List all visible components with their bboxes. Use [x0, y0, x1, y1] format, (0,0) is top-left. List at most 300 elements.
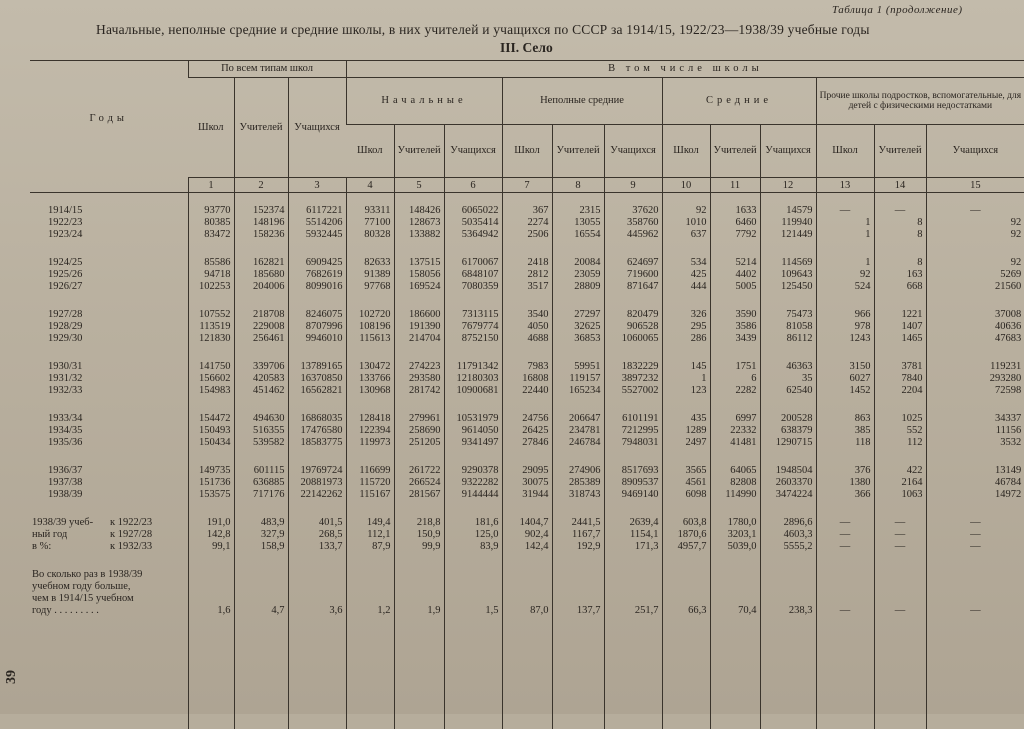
spacer-cell	[926, 293, 1024, 309]
spacer-cell	[188, 649, 234, 665]
row-value: 14972	[926, 489, 1024, 501]
spacer-cell	[234, 397, 288, 413]
spacer-cell	[662, 697, 710, 713]
row-value: —	[816, 605, 874, 617]
row-value: 22142262	[288, 489, 346, 501]
spacer-cell	[234, 649, 288, 665]
row-value: 2164	[874, 477, 926, 489]
times-row	[30, 605, 1024, 617]
spacer-cell	[346, 501, 394, 517]
spacer-cell	[552, 193, 604, 206]
spacer-cell	[346, 449, 394, 465]
row-value: 7679774	[444, 321, 502, 333]
row-value: 70,4	[710, 605, 760, 617]
percent-row	[30, 541, 1024, 553]
row-value: 638379	[760, 425, 816, 437]
row-value: 1407	[874, 321, 926, 333]
row-value: 1	[816, 217, 874, 229]
row-value: 2603370	[760, 477, 816, 489]
colnum: 12	[760, 178, 816, 193]
row-value: 154472	[188, 413, 234, 425]
row-value: 2441,5	[552, 517, 604, 529]
spacer-cell	[604, 193, 662, 206]
spacer-cell	[926, 697, 1024, 713]
spacer-cell	[760, 633, 816, 649]
spacer-cell	[552, 345, 604, 361]
table-row	[30, 217, 1024, 229]
spacer-cell	[30, 681, 188, 697]
spacer-cell	[288, 449, 346, 465]
percent-row-label	[30, 541, 188, 553]
spacer-cell	[188, 633, 234, 649]
spacer-cell	[760, 713, 816, 729]
colnum: 9	[604, 178, 662, 193]
row-value: 1060065	[604, 333, 662, 345]
spacer-cell	[874, 617, 926, 633]
colnum: 3	[288, 178, 346, 193]
row-value: 6117221	[288, 205, 346, 217]
spacer-cell	[710, 617, 760, 633]
spacer-cell	[346, 681, 394, 697]
row-value: 112	[874, 437, 926, 449]
row-year: 1922/23	[30, 217, 188, 229]
row-value: —	[816, 205, 874, 217]
spacer-cell	[234, 697, 288, 713]
row-value: 83472	[188, 229, 234, 241]
row-value: 4,7	[234, 605, 288, 617]
spacer-cell	[874, 633, 926, 649]
spacer-cell	[874, 397, 926, 413]
row-value: 516355	[234, 425, 288, 437]
spacer-cell	[444, 681, 502, 697]
row-value: 1404,7	[502, 517, 552, 529]
header-teachers-primary: Учителей	[394, 125, 444, 178]
row-value: 153575	[188, 489, 234, 501]
spacer-cell	[444, 449, 502, 465]
spacer-cell	[502, 697, 552, 713]
row-value: 494630	[234, 413, 288, 425]
empty-cell	[926, 569, 1024, 581]
spacer-cell	[288, 501, 346, 517]
header-all-types: По всем типам школ	[188, 61, 346, 78]
spacer-cell	[760, 617, 816, 633]
spacer-cell	[710, 697, 760, 713]
spacer-cell	[552, 553, 604, 569]
row-year: 1938/39	[30, 489, 188, 501]
spacer-cell	[346, 193, 394, 206]
spacer-cell	[444, 293, 502, 309]
row-value: 87,0	[502, 605, 552, 617]
row-value: 1870,6	[662, 529, 710, 541]
row-value: 149,4	[346, 517, 394, 529]
row-value: 85586	[188, 257, 234, 269]
header-pupils-incomplete: Учащихся	[604, 125, 662, 178]
row-value: 1290715	[760, 437, 816, 449]
row-value: 483,9	[234, 517, 288, 529]
row-value: 156602	[188, 373, 234, 385]
row-value: 281742	[394, 385, 444, 397]
empty-cell	[394, 593, 444, 605]
row-value: —	[874, 605, 926, 617]
row-value: 9946010	[288, 333, 346, 345]
spacer-cell	[30, 553, 188, 569]
row-value: 133882	[394, 229, 444, 241]
row-value: —	[926, 529, 1024, 541]
spacer-cell	[926, 617, 1024, 633]
spacer-cell	[816, 345, 874, 361]
row-value: 5364942	[444, 229, 502, 241]
spacer-cell	[502, 617, 552, 633]
row-value: —	[816, 541, 874, 553]
row-value: 6065022	[444, 205, 502, 217]
spacer-cell	[288, 681, 346, 697]
row-value: 9341497	[444, 437, 502, 449]
row-value: 17476580	[288, 425, 346, 437]
table-row	[30, 489, 1024, 501]
row-value: 40636	[926, 321, 1024, 333]
row-value: 1832229	[604, 361, 662, 373]
empty-cell	[662, 569, 710, 581]
spacer-cell	[346, 649, 394, 665]
row-value: 151736	[188, 477, 234, 489]
spacer-row	[30, 449, 1024, 465]
spacer-cell	[394, 449, 444, 465]
spacer-cell	[874, 681, 926, 697]
spacer-cell	[346, 617, 394, 633]
empty-cell	[188, 593, 234, 605]
empty-cell	[394, 569, 444, 581]
spacer-cell	[234, 449, 288, 465]
spacer-cell	[760, 501, 816, 517]
row-value: 6027	[816, 373, 874, 385]
row-value: 75473	[760, 309, 816, 321]
row-value: 80328	[346, 229, 394, 241]
spacer-cell	[874, 449, 926, 465]
spacer-cell	[346, 553, 394, 569]
row-value: 339706	[234, 361, 288, 373]
empty-cell	[760, 569, 816, 581]
row-value: 261722	[394, 465, 444, 477]
empty-cell	[188, 581, 234, 593]
spacer-cell	[662, 617, 710, 633]
row-value: 12180303	[444, 373, 502, 385]
row-value: 4050	[502, 321, 552, 333]
colnum: 6	[444, 178, 502, 193]
empty-cell	[604, 593, 662, 605]
row-value: 185680	[234, 269, 288, 281]
empty-cell	[874, 593, 926, 605]
spacer-cell	[926, 241, 1024, 257]
spacer-cell	[926, 397, 1024, 413]
row-value: 37620	[604, 205, 662, 217]
spacer-cell	[604, 397, 662, 413]
row-value: —	[926, 205, 1024, 217]
spacer-cell	[710, 649, 760, 665]
spacer-row	[30, 345, 1024, 361]
row-value: 534	[662, 257, 710, 269]
spacer-cell	[552, 449, 604, 465]
row-value: 92	[926, 257, 1024, 269]
table-row	[30, 465, 1024, 477]
empty-cell	[760, 593, 816, 605]
header-pupils-all: Учащихся	[288, 78, 346, 178]
row-value: 35	[760, 373, 816, 385]
empty-cell	[288, 593, 346, 605]
row-value: 86112	[760, 333, 816, 345]
spacer-cell	[926, 633, 1024, 649]
spacer-cell	[444, 617, 502, 633]
spacer-cell	[502, 501, 552, 517]
spacer-cell	[604, 713, 662, 729]
spacer-cell	[604, 449, 662, 465]
row-value: 636885	[234, 477, 288, 489]
row-value: 6909425	[288, 257, 346, 269]
spacer-cell	[394, 697, 444, 713]
header-teachers-incomplete: Учителей	[552, 125, 604, 178]
row-value: 7792	[710, 229, 760, 241]
row-value: 1380	[816, 477, 874, 489]
row-year: 1926/27	[30, 281, 188, 293]
empty-cell	[926, 593, 1024, 605]
empty-cell	[710, 569, 760, 581]
empty-cell	[502, 593, 552, 605]
row-value: 1154,1	[604, 529, 662, 541]
row-value: 7313115	[444, 309, 502, 321]
spacer-cell	[874, 501, 926, 517]
row-value: 4603,3	[760, 529, 816, 541]
row-value: 367	[502, 205, 552, 217]
row-value: 603,8	[662, 517, 710, 529]
spacer-cell	[394, 681, 444, 697]
spacer-cell	[188, 617, 234, 633]
row-year: 1935/36	[30, 437, 188, 449]
row-value: 1,5	[444, 605, 502, 617]
header-other: Прочие школы подростков, вспомогательные, для детей с физическими недостатками	[816, 78, 1024, 125]
spacer-cell	[346, 345, 394, 361]
spacer-cell	[710, 665, 760, 681]
row-value: 64065	[710, 465, 760, 477]
row-value: 229008	[234, 321, 288, 333]
spacer-cell	[346, 697, 394, 713]
row-value: 3540	[502, 309, 552, 321]
row-year: 1930/31	[30, 361, 188, 373]
row-value: 16370850	[288, 373, 346, 385]
row-value: 7080359	[444, 281, 502, 293]
spacer-cell	[30, 293, 188, 309]
row-value: 92	[926, 229, 1024, 241]
empty-cell	[552, 581, 604, 593]
row-value: 87,9	[346, 541, 394, 553]
spacer-cell	[816, 713, 874, 729]
times-row	[30, 593, 1024, 605]
row-value: 142,4	[502, 541, 552, 553]
spacer-cell	[604, 649, 662, 665]
row-value: —	[874, 541, 926, 553]
spacer-cell	[874, 193, 926, 206]
row-value: 246784	[552, 437, 604, 449]
row-year: 1928/29	[30, 321, 188, 333]
row-value: 102253	[188, 281, 234, 293]
row-value: 5035414	[444, 217, 502, 229]
row-value: 13055	[552, 217, 604, 229]
spacer-cell	[444, 553, 502, 569]
spacer-cell	[394, 345, 444, 361]
spacer-cell	[552, 293, 604, 309]
spacer-cell	[234, 633, 288, 649]
spacer-cell	[816, 293, 874, 309]
spacer-cell	[30, 617, 188, 633]
row-value: 20881973	[288, 477, 346, 489]
row-value: 7682619	[288, 269, 346, 281]
row-value: 27846	[502, 437, 552, 449]
spacer-cell	[710, 633, 760, 649]
row-value: 1751	[710, 361, 760, 373]
spacer-cell	[288, 293, 346, 309]
row-year: 1924/25	[30, 257, 188, 269]
header-schools-secondary: Школ	[662, 125, 710, 178]
row-value: 116699	[346, 465, 394, 477]
spacer-row	[30, 633, 1024, 649]
row-value: —	[926, 605, 1024, 617]
row-value: 5514206	[288, 217, 346, 229]
spacer-cell	[662, 681, 710, 697]
spacer-cell	[188, 501, 234, 517]
empty-cell	[662, 581, 710, 593]
spacer-cell	[662, 293, 710, 309]
row-value: 24756	[502, 413, 552, 425]
times-row-label: Во сколько раз в 1938/39	[30, 569, 188, 581]
row-value: 46363	[760, 361, 816, 373]
row-value: 59951	[552, 361, 604, 373]
row-value: 1289	[662, 425, 710, 437]
row-value: 97768	[346, 281, 394, 293]
row-value: 92	[926, 217, 1024, 229]
colnum: 2	[234, 178, 288, 193]
spacer-row	[30, 193, 1024, 206]
spacer-cell	[394, 293, 444, 309]
spacer-cell	[552, 397, 604, 413]
row-value: 420583	[234, 373, 288, 385]
spacer-cell	[552, 241, 604, 257]
spacer-cell	[874, 649, 926, 665]
row-value: 162821	[234, 257, 288, 269]
percent-row-label	[30, 517, 188, 529]
row-value: 31944	[502, 489, 552, 501]
empty-cell	[234, 593, 288, 605]
row-value: 624697	[604, 257, 662, 269]
spacer-cell	[926, 665, 1024, 681]
row-value: 28809	[552, 281, 604, 293]
table-row	[30, 413, 1024, 425]
spacer-cell	[444, 193, 502, 206]
spacer-cell	[816, 449, 874, 465]
spacer-cell	[30, 713, 188, 729]
spacer-cell	[346, 713, 394, 729]
spacer-cell	[760, 449, 816, 465]
row-value: —	[874, 205, 926, 217]
row-value: 366	[816, 489, 874, 501]
spacer-cell	[816, 633, 874, 649]
row-value: 256461	[234, 333, 288, 345]
row-value: 6170067	[444, 257, 502, 269]
row-value: 158236	[234, 229, 288, 241]
header-schools-all: Школ	[188, 78, 234, 178]
spacer-cell	[760, 193, 816, 206]
row-value: 37008	[926, 309, 1024, 321]
spacer-cell	[502, 345, 552, 361]
row-value: 122394	[346, 425, 394, 437]
row-value: 115720	[346, 477, 394, 489]
row-value: 77100	[346, 217, 394, 229]
spacer-row	[30, 501, 1024, 517]
empty-cell	[188, 569, 234, 581]
table-row	[30, 477, 1024, 489]
row-value: 358760	[604, 217, 662, 229]
row-value: 14579	[760, 205, 816, 217]
spacer-cell	[760, 345, 816, 361]
colnum: 5	[394, 178, 444, 193]
row-value: 81058	[760, 321, 816, 333]
row-value: 181,6	[444, 517, 502, 529]
row-value: 717176	[234, 489, 288, 501]
row-value: 114569	[760, 257, 816, 269]
row-value: 148196	[234, 217, 288, 229]
table-row	[30, 373, 1024, 385]
spacer-cell	[604, 697, 662, 713]
spacer-cell	[188, 193, 234, 206]
spacer-cell	[662, 397, 710, 413]
times-row	[30, 581, 1024, 593]
spacer-cell	[288, 241, 346, 257]
spacer-cell	[926, 345, 1024, 361]
spacer-cell	[444, 665, 502, 681]
row-value: 2812	[502, 269, 552, 281]
row-value: 11791342	[444, 361, 502, 373]
spacer-cell	[288, 697, 346, 713]
table-title: Начальные, неполные средние и средние школы, в них учителей и учащихся по СССР за 1914/15, 1922/23—1938/39 учебные годы	[96, 22, 976, 38]
row-value: 36853	[552, 333, 604, 345]
colnum: 11	[710, 178, 760, 193]
spacer-cell	[926, 501, 1024, 517]
spacer-cell	[816, 193, 874, 206]
times-row	[30, 569, 1024, 581]
spacer-cell	[604, 241, 662, 257]
row-value: 258690	[394, 425, 444, 437]
row-value: 119973	[346, 437, 394, 449]
spacer-cell	[346, 241, 394, 257]
row-value: 5269	[926, 269, 1024, 281]
row-value: 128673	[394, 217, 444, 229]
spacer-cell	[662, 713, 710, 729]
percent-base: к 1927/28	[110, 529, 152, 540]
row-value: 92	[816, 269, 874, 281]
row-value: 8517693	[604, 465, 662, 477]
row-value: 4402	[710, 269, 760, 281]
row-value: 66,3	[662, 605, 710, 617]
row-value: 637	[662, 229, 710, 241]
header-primary: Начальные	[346, 78, 502, 125]
spacer-row	[30, 241, 1024, 257]
row-value: 318743	[552, 489, 604, 501]
row-value: 2418	[502, 257, 552, 269]
spacer-cell	[30, 241, 188, 257]
row-value: 218,8	[394, 517, 444, 529]
header-teachers-all: Учителей	[234, 78, 288, 178]
row-value: 8909537	[604, 477, 662, 489]
spacer-cell	[30, 501, 188, 517]
row-value: 719600	[604, 269, 662, 281]
row-year: 1929/30	[30, 333, 188, 345]
